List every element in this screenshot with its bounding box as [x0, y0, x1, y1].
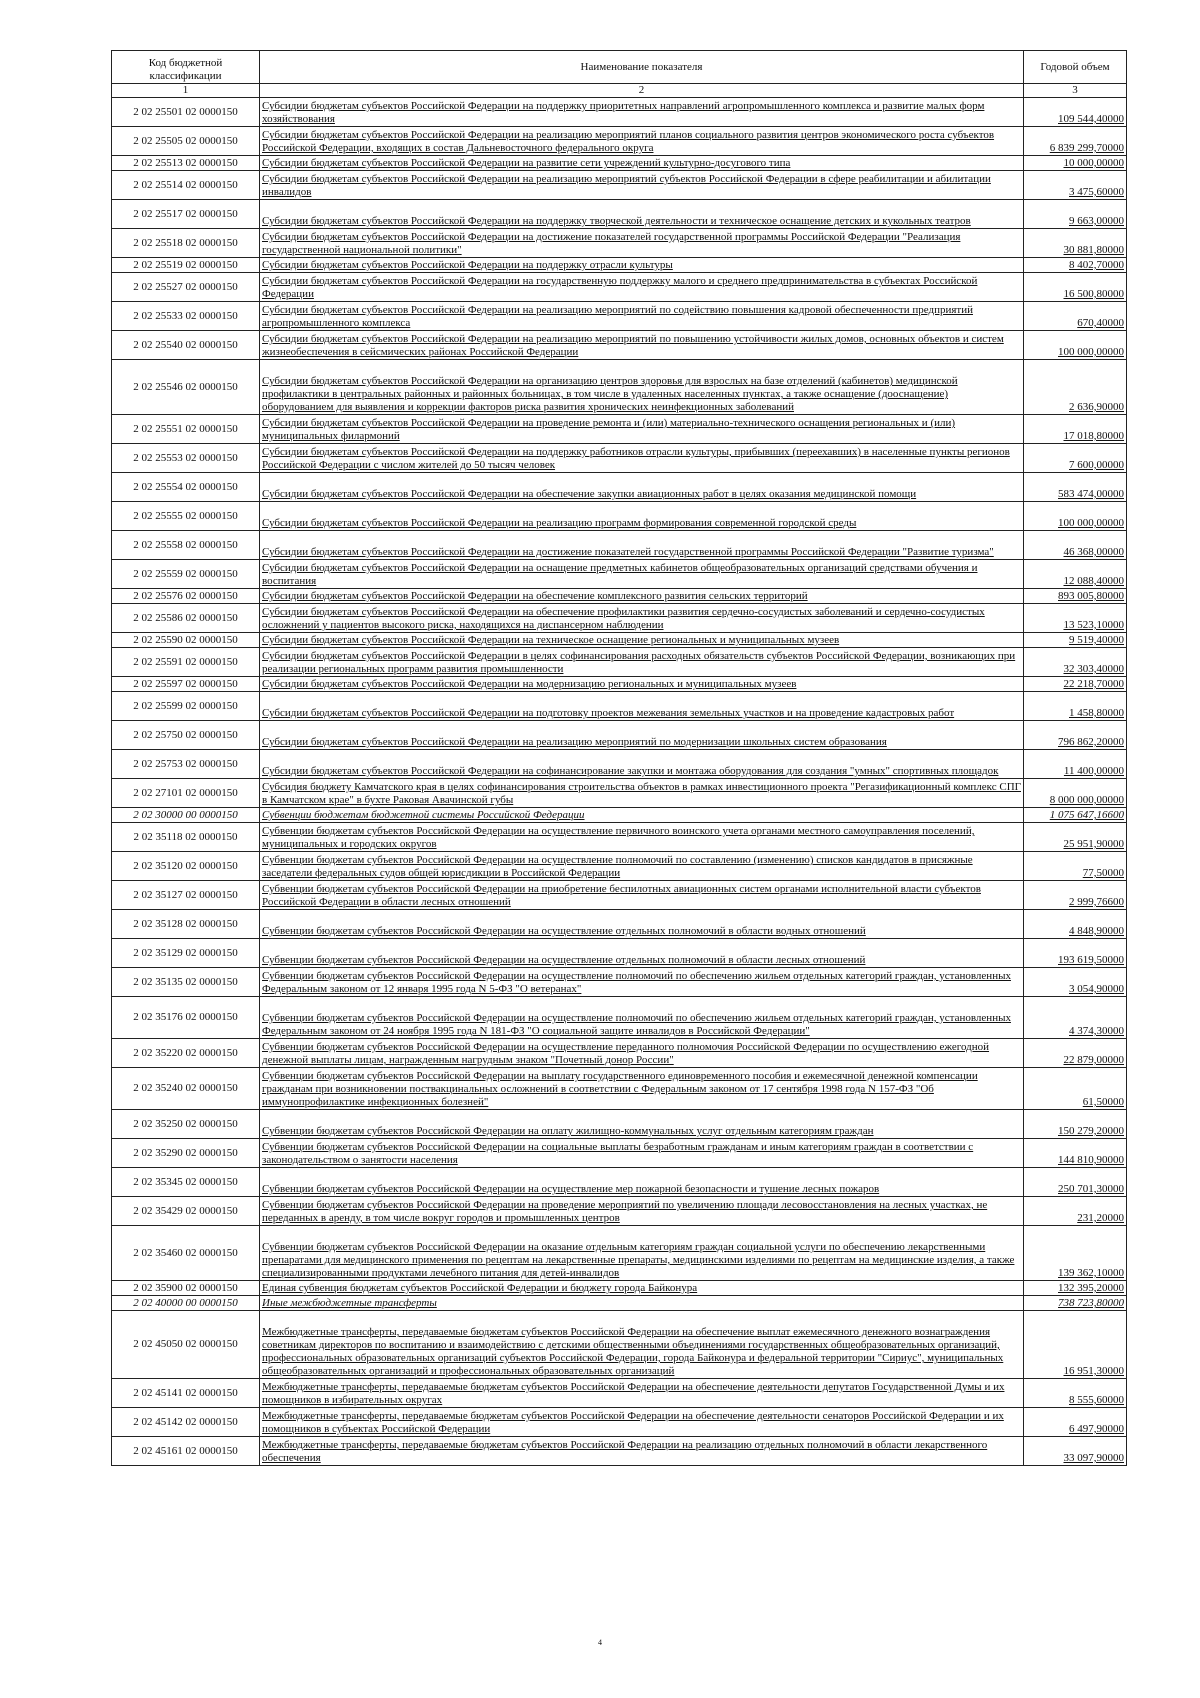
cell-name: Субвенции бюджетам субъектов Российской Федерации на осуществление отдельных полномочий в области лесных отношений [260, 939, 1024, 968]
cell-code: 2 02 30000 00 0000150 [112, 808, 260, 823]
cell-name: Субвенции бюджетам субъектов Российской Федерации на выплату государственного единовременного пособия и ежемесячной денежной компенсации гражданам при возникновении поствакцинальных осложнений в соответствии с Федеральным законом от 17 сентября 1998 года N 157-ФЗ "Об иммунопрофилактике инфекционных болезней" [260, 1068, 1024, 1110]
cell-name: Субвенции бюджетам субъектов Российской Федерации на осуществление мер пожарной безопасности и тушение лесных пожаров [260, 1168, 1024, 1197]
header-amount: Годовой объем [1024, 51, 1127, 84]
table-row [112, 98, 1127, 127]
cell-amount: 583 474,00000 [1024, 473, 1127, 502]
column-number-3: 3 [1024, 84, 1127, 98]
cell-code: 2 02 35900 02 0000150 [112, 1281, 260, 1296]
cell-name: Субсидии бюджетам субъектов Российской Федерации на обеспечение закупки авиационных работ в целях оказания медицинской помощи [260, 473, 1024, 502]
cell-name: Субсидия бюджету Камчатского края в целях софинансирования строительства объектов в рамках инвестиционного проекта "Регазификационный комплекс СПГ в Камчатском крае" в бухте Раковая Авачинской губы [260, 779, 1024, 808]
cell-amount: 10 000,00000 [1024, 156, 1127, 171]
budget-table [111, 50, 1127, 1466]
cell-name: Межбюджетные трансферты, передаваемые бюджетам субъектов Российской Федерации на обеспечение деятельности депутатов Государственной Думы и их помощников в избирательных округах [260, 1379, 1024, 1408]
cell-name: Субвенции бюджетам субъектов Российской Федерации на оплату жилищно-коммунальных услуг отдельным категориям граждан [260, 1110, 1024, 1139]
table-row [112, 258, 1127, 273]
cell-amount: 22 879,00000 [1024, 1039, 1127, 1068]
table-row [112, 648, 1127, 677]
cell-name: Субсидии бюджетам субъектов Российской Федерации на поддержку творческой деятельности и техническое оснащение детских и кукольных театров [260, 200, 1024, 229]
cell-code: 2 02 25554 02 0000150 [112, 473, 260, 502]
cell-code: 2 02 25540 02 0000150 [112, 331, 260, 360]
table-row [112, 1226, 1127, 1281]
cell-amount: 670,40000 [1024, 302, 1127, 331]
cell-amount: 738 723,80000 [1024, 1296, 1127, 1311]
cell-name: Субсидии бюджетам субъектов Российской Федерации на софинансирование закупки и монтажа оборудования для создания "умных" спортивных площадок [260, 750, 1024, 779]
cell-code: 2 02 25546 02 0000150 [112, 360, 260, 415]
cell-code: 2 02 35118 02 0000150 [112, 823, 260, 852]
table-row [112, 823, 1127, 852]
cell-amount: 4 374,30000 [1024, 997, 1127, 1039]
table-row [112, 1379, 1127, 1408]
cell-amount: 16 500,80000 [1024, 273, 1127, 302]
table-row [112, 721, 1127, 750]
cell-amount: 893 005,80000 [1024, 589, 1127, 604]
cell-name: Субвенции бюджетам субъектов Российской Федерации на осуществление первичного воинского учета органами местного самоуправления поселений, муниципальных и городских округов [260, 823, 1024, 852]
cell-code: 2 02 25519 02 0000150 [112, 258, 260, 273]
table-header [112, 51, 1127, 98]
cell-name: Субвенции бюджетам субъектов Российской Федерации на оказание отдельным категориям граждан социальной услуги по обеспечению лекарственными препаратами для медицинского применения по рецептам на лекарственные препараты, медицинскими изделиями по рецептам на медицинские изделия, а также специализированными продуктами лечебного питания для детей-инвалидов [260, 1226, 1024, 1281]
column-number-1: 1 [112, 84, 260, 98]
cell-name: Субвенции бюджетам субъектов Российской Федерации на проведение мероприятий по увеличению площади лесовосстановления на лесных участках, не переданных в аренду, в том числе вокруг городов и промышленных центров [260, 1197, 1024, 1226]
cell-code: 2 02 40000 00 0000150 [112, 1296, 260, 1311]
cell-amount: 22 218,70000 [1024, 677, 1127, 692]
cell-code: 2 02 25559 02 0000150 [112, 560, 260, 589]
cell-code: 2 02 35135 02 0000150 [112, 968, 260, 997]
table-row [112, 852, 1127, 881]
table-row [112, 881, 1127, 910]
cell-amount: 1 458,80000 [1024, 692, 1127, 721]
cell-amount: 132 395,20000 [1024, 1281, 1127, 1296]
cell-amount: 144 810,90000 [1024, 1139, 1127, 1168]
cell-code: 2 02 25599 02 0000150 [112, 692, 260, 721]
cell-amount: 8 000 000,00000 [1024, 779, 1127, 808]
cell-amount: 61,50000 [1024, 1068, 1127, 1110]
cell-name: Субсидии бюджетам субъектов Российской Федерации на государственную поддержку малого и среднего предпринимательства в субъектах Российской Федерации [260, 273, 1024, 302]
cell-amount: 796 862,20000 [1024, 721, 1127, 750]
table-row [112, 604, 1127, 633]
cell-amount: 139 362,10000 [1024, 1226, 1127, 1281]
cell-amount: 17 018,80000 [1024, 415, 1127, 444]
cell-code: 2 02 35176 02 0000150 [112, 997, 260, 1039]
table-row [112, 156, 1127, 171]
table-row [112, 444, 1127, 473]
table-row [112, 677, 1127, 692]
column-number-2: 2 [260, 84, 1024, 98]
cell-amount: 3 475,60000 [1024, 171, 1127, 200]
table-row [112, 1139, 1127, 1168]
cell-name: Субвенции бюджетам бюджетной системы Российской Федерации [260, 808, 1024, 823]
cell-amount: 2 999,76600 [1024, 881, 1127, 910]
table-body [112, 98, 1127, 1466]
table-row [112, 127, 1127, 156]
table-row [112, 633, 1127, 648]
cell-amount: 16 951,30000 [1024, 1311, 1127, 1379]
cell-code: 2 02 25518 02 0000150 [112, 229, 260, 258]
cell-code: 2 02 25514 02 0000150 [112, 171, 260, 200]
table-row [112, 502, 1127, 531]
cell-code: 2 02 35345 02 0000150 [112, 1168, 260, 1197]
cell-code: 2 02 25553 02 0000150 [112, 444, 260, 473]
cell-code: 2 02 45161 02 0000150 [112, 1437, 260, 1466]
cell-amount: 4 848,90000 [1024, 910, 1127, 939]
cell-amount: 6 839 299,70000 [1024, 127, 1127, 156]
table-row [112, 200, 1127, 229]
cell-code: 2 02 35429 02 0000150 [112, 1197, 260, 1226]
cell-name: Субсидии бюджетам субъектов Российской Федерации в целях софинансирования расходных обязательств субъектов Российской Федерации, возникающих при реализации региональных программ развития промышленности [260, 648, 1024, 677]
table-row [112, 1296, 1127, 1311]
cell-name: Субсидии бюджетам субъектов Российской Федерации на поддержку отрасли культуры [260, 258, 1024, 273]
cell-code: 2 02 45050 02 0000150 [112, 1311, 260, 1379]
cell-amount: 8 402,70000 [1024, 258, 1127, 273]
cell-code: 2 02 45142 02 0000150 [112, 1408, 260, 1437]
cell-amount: 11 400,00000 [1024, 750, 1127, 779]
table-row [112, 273, 1127, 302]
cell-amount: 7 600,00000 [1024, 444, 1127, 473]
cell-name: Межбюджетные трансферты, передаваемые бюджетам субъектов Российской Федерации на реализацию отдельных полномочий в области лекарственного обеспечения [260, 1437, 1024, 1466]
table-row [112, 1437, 1127, 1466]
cell-amount: 9 519,40000 [1024, 633, 1127, 648]
cell-amount: 1 075 647,16600 [1024, 808, 1127, 823]
cell-amount: 8 555,60000 [1024, 1379, 1127, 1408]
cell-amount: 25 951,90000 [1024, 823, 1127, 852]
cell-code: 2 02 25590 02 0000150 [112, 633, 260, 648]
header-name: Наименование показателя [260, 51, 1024, 84]
cell-name: Субсидии бюджетам субъектов Российской Федерации на развитие сети учреждений культурно-досугового типа [260, 156, 1024, 171]
cell-amount: 33 097,90000 [1024, 1437, 1127, 1466]
cell-name: Межбюджетные трансферты, передаваемые бюджетам субъектов Российской Федерации на обеспечение деятельности сенаторов Российской Федерации и их помощников в субъектах Российской Федерации [260, 1408, 1024, 1437]
cell-code: 2 02 45141 02 0000150 [112, 1379, 260, 1408]
table-row [112, 1068, 1127, 1110]
header-code: Код бюджетной классификации [112, 51, 260, 84]
cell-amount: 231,20000 [1024, 1197, 1127, 1226]
table-row [112, 910, 1127, 939]
table-row [112, 1281, 1127, 1296]
cell-code: 2 02 25753 02 0000150 [112, 750, 260, 779]
cell-name: Субсидии бюджетам субъектов Российской Федерации на достижение показателей государственной программы Российской Федерации "Развитие туризма" [260, 531, 1024, 560]
table-row [112, 1311, 1127, 1379]
cell-code: 2 02 35120 02 0000150 [112, 852, 260, 881]
cell-name: Субвенции бюджетам субъектов Российской Федерации на приобретение беспилотных авиационных систем органами исполнительной власти субъектов Российской Федерации в области лесных отношений [260, 881, 1024, 910]
page-number: 4 [598, 1638, 602, 1647]
table-row [112, 1408, 1127, 1437]
cell-code: 2 02 25551 02 0000150 [112, 415, 260, 444]
cell-name: Субвенции бюджетам субъектов Российской Федерации на социальные выплаты безработным гражданам и иным категориям граждан в соответствии с законодательством о занятости населения [260, 1139, 1024, 1168]
cell-code: 2 02 27101 02 0000150 [112, 779, 260, 808]
cell-amount: 46 368,00000 [1024, 531, 1127, 560]
cell-amount: 2 636,90000 [1024, 360, 1127, 415]
table-row [112, 229, 1127, 258]
cell-code: 2 02 25558 02 0000150 [112, 531, 260, 560]
cell-amount: 77,50000 [1024, 852, 1127, 881]
cell-code: 2 02 25533 02 0000150 [112, 302, 260, 331]
cell-amount: 100 000,00000 [1024, 502, 1127, 531]
cell-name: Субсидии бюджетам субъектов Российской Федерации на оснащение предметных кабинетов общеобразовательных организаций средствами обучения и воспитания [260, 560, 1024, 589]
cell-name: Единая субвенция бюджетам субъектов Российской Федерации и бюджету города Байконура [260, 1281, 1024, 1296]
cell-name: Субвенции бюджетам субъектов Российской Федерации на осуществление отдельных полномочий в области водных отношений [260, 910, 1024, 939]
table-row [112, 1110, 1127, 1139]
table-row [112, 302, 1127, 331]
table-row [112, 560, 1127, 589]
table-row [112, 360, 1127, 415]
table-row [112, 331, 1127, 360]
cell-amount: 3 054,90000 [1024, 968, 1127, 997]
cell-name: Субсидии бюджетам субъектов Российской Федерации на обеспечение профилактики развития сердечно-сосудистых заболеваний и сердечно-сосудистых осложнений у пациентов высокого риска, находящихся на диспансерном наблюдении [260, 604, 1024, 633]
cell-name: Субсидии бюджетам субъектов Российской Федерации на реализацию мероприятий по содействию повышения кадровой обеспеченности предприятий агропромышленного комплекса [260, 302, 1024, 331]
table-row [112, 171, 1127, 200]
cell-code: 2 02 25597 02 0000150 [112, 677, 260, 692]
cell-name: Субсидии бюджетам субъектов Российской Федерации на достижение показателей государственной программы Российской Федерации "Реализация государственной национальной политики" [260, 229, 1024, 258]
cell-code: 2 02 25513 02 0000150 [112, 156, 260, 171]
table-row [112, 779, 1127, 808]
cell-name: Субсидии бюджетам субъектов Российской Федерации на модернизацию региональных и муниципальных музеев [260, 677, 1024, 692]
cell-code: 2 02 25501 02 0000150 [112, 98, 260, 127]
cell-name: Субсидии бюджетам субъектов Российской Федерации на обеспечение комплексного развития сельских территорий [260, 589, 1024, 604]
table-row [112, 473, 1127, 502]
cell-name: Межбюджетные трансферты, передаваемые бюджетам субъектов Российской Федерации на обеспечение выплат ежемесячного денежного вознаграждения советникам директоров по воспитанию и взаимодействию с детскими общественными объединениями государственных общеобразовательных организаций, профессиональных образовательных организаций субъектов Российской Федерации, города Байконура и федеральной территории "Сириус", муниципальных общеобразовательных организаций и профессиональных образовательных организаций [260, 1311, 1024, 1379]
budget-sheet [111, 50, 1126, 1466]
cell-code: 2 02 35129 02 0000150 [112, 939, 260, 968]
cell-name: Субсидии бюджетам субъектов Российской Федерации на поддержку работников отрасли культуры, прибывших (переехавших) в населенные пункты регионов Российской Федерации с числом жителей до 50 тысяч человек [260, 444, 1024, 473]
table-row [112, 1168, 1127, 1197]
cell-code: 2 02 25586 02 0000150 [112, 604, 260, 633]
cell-name: Субвенции бюджетам субъектов Российской Федерации на осуществление полномочий по обеспечению жильем отдельных категорий граждан, установленных Федеральным законом от 24 ноября 1995 года N 181-ФЗ "О социальной защите инвалидов в Российской Федерации" [260, 997, 1024, 1039]
cell-name: Субсидии бюджетам субъектов Российской Федерации на поддержку приоритетных направлений агропромышленного комплекса и развитие малых форм хозяйствования [260, 98, 1024, 127]
cell-code: 2 02 25555 02 0000150 [112, 502, 260, 531]
cell-name: Субсидии бюджетам субъектов Российской Федерации на реализацию мероприятий планов социального развития центров экономического роста субъектов Российской Федерации, входящих в состав Дальневосточного федерального округа [260, 127, 1024, 156]
table-row [112, 415, 1127, 444]
cell-name: Субсидии бюджетам субъектов Российской Федерации на реализацию мероприятий субъектов Российской Федерации в сфере реабилитации и абилитации инвалидов [260, 171, 1024, 200]
table-row [112, 750, 1127, 779]
cell-name: Субсидии бюджетам субъектов Российской Федерации на организацию центров здоровья для взрослых на базе отделений (кабинетов) медицинской профилактики в центральных районных и районных больницах, в том числе в удаленных населенных пунктах, а также оснащение (дооснащение) оборудованием для выявления и коррекции факторов риска развития хронических неинфекционных заболеваний [260, 360, 1024, 415]
cell-code: 2 02 25750 02 0000150 [112, 721, 260, 750]
cell-amount: 100 000,00000 [1024, 331, 1127, 360]
cell-code: 2 02 35240 02 0000150 [112, 1068, 260, 1110]
cell-name: Субсидии бюджетам субъектов Российской Федерации на подготовку проектов межевания земельных участков и на проведение кадастровых работ [260, 692, 1024, 721]
cell-code: 2 02 35460 02 0000150 [112, 1226, 260, 1281]
table-row [112, 1197, 1127, 1226]
table-row [112, 939, 1127, 968]
cell-code: 2 02 35290 02 0000150 [112, 1139, 260, 1168]
cell-code: 2 02 25527 02 0000150 [112, 273, 260, 302]
table-row [112, 692, 1127, 721]
table-row [112, 997, 1127, 1039]
cell-name: Субсидии бюджетам субъектов Российской Федерации на техническое оснащение региональных и муниципальных музеев [260, 633, 1024, 648]
cell-amount: 193 619,50000 [1024, 939, 1127, 968]
cell-code: 2 02 35220 02 0000150 [112, 1039, 260, 1068]
cell-name: Субвенции бюджетам субъектов Российской Федерации на осуществление полномочий по обеспечению жильем отдельных категорий граждан, установленных Федеральным законом от 12 января 1995 года N 5-ФЗ "О ветеранах" [260, 968, 1024, 997]
cell-amount: 9 663,00000 [1024, 200, 1127, 229]
cell-amount: 250 701,30000 [1024, 1168, 1127, 1197]
table-row [112, 808, 1127, 823]
cell-amount: 13 523,10000 [1024, 604, 1127, 633]
cell-amount: 12 088,40000 [1024, 560, 1127, 589]
cell-amount: 109 544,40000 [1024, 98, 1127, 127]
cell-name: Субсидии бюджетам субъектов Российской Федерации на реализацию программ формирования современной городской среды [260, 502, 1024, 531]
cell-amount: 30 881,80000 [1024, 229, 1127, 258]
cell-name: Субсидии бюджетам субъектов Российской Федерации на проведение ремонта и (или) материально-технического оснащения региональных и (или) муниципальных филармоний [260, 415, 1024, 444]
cell-name: Субсидии бюджетам субъектов Российской Федерации на реализацию мероприятий по модернизации школьных систем образования [260, 721, 1024, 750]
cell-code: 2 02 25505 02 0000150 [112, 127, 260, 156]
cell-name: Субвенции бюджетам субъектов Российской Федерации на осуществление переданного полномочия Российской Федерации по осуществлению ежегодной денежной выплаты лицам, награжденным нагрудным знаком "Почетный донор России" [260, 1039, 1024, 1068]
table-row [112, 1039, 1127, 1068]
cell-amount: 150 279,20000 [1024, 1110, 1127, 1139]
table-row [112, 589, 1127, 604]
cell-code: 2 02 25576 02 0000150 [112, 589, 260, 604]
cell-code: 2 02 25517 02 0000150 [112, 200, 260, 229]
cell-name: Субвенции бюджетам субъектов Российской Федерации на осуществление полномочий по составлению (изменению) списков кандидатов в присяжные заседатели федеральных судов общей юрисдикции в Российской Федерации [260, 852, 1024, 881]
cell-code: 2 02 35128 02 0000150 [112, 910, 260, 939]
cell-amount: 6 497,90000 [1024, 1408, 1127, 1437]
table-row [112, 531, 1127, 560]
table-row [112, 968, 1127, 997]
cell-name: Иные межбюджетные трансферты [260, 1296, 1024, 1311]
cell-code: 2 02 35250 02 0000150 [112, 1110, 260, 1139]
cell-code: 2 02 25591 02 0000150 [112, 648, 260, 677]
cell-code: 2 02 35127 02 0000150 [112, 881, 260, 910]
cell-name: Субсидии бюджетам субъектов Российской Федерации на реализацию мероприятий по повышению устойчивости жилых домов, основных объектов и систем жизнеобеспечения в сейсмических районах Российской Федерации [260, 331, 1024, 360]
cell-amount: 32 303,40000 [1024, 648, 1127, 677]
